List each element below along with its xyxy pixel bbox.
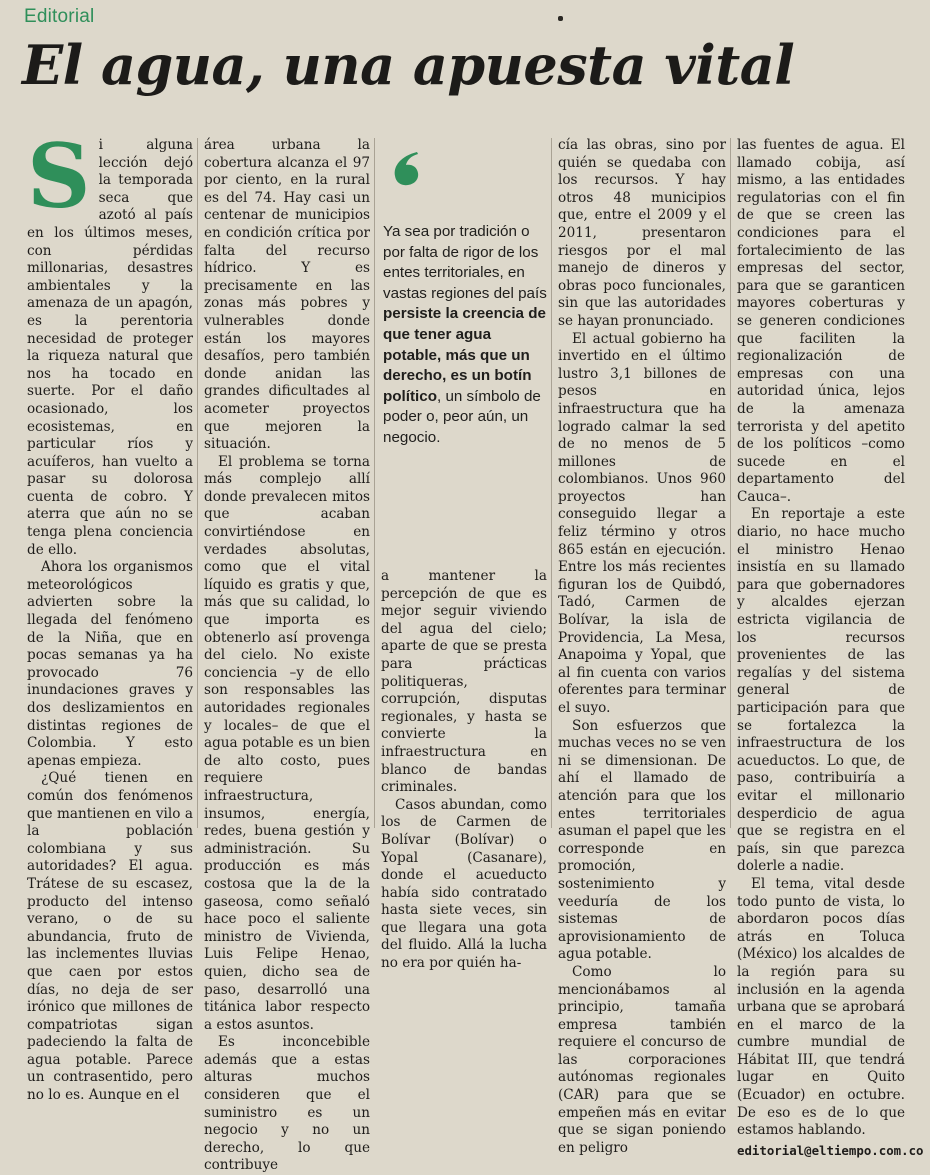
paragraph: El tema, vital desde todo punto de vista, lo abordaron pocos días atrás en Toluca (México) los alcaldes de la región para su inclusión en la agenda urbana que se aprobará en el marco de la cumbre mundial de Hábitat III, que tendrá lugar en Quito (Ecuador) en octubre. De eso es de lo que estamos hablando.	[737, 875, 905, 1139]
print-speck	[558, 16, 563, 21]
column-rule	[551, 138, 552, 828]
paragraph: las fuentes de agua. El llamado cobija, así mismo, a las entidades regulatorias con el fin de que se creen las condiciones para el fortalecimiento de las empresas del sector, para que se garanticen mayores coberturas y se generen condiciones que faciliten la regionalización de empresas con una autoridad única, lejos de la amenaza terrorista y del apetito de los políticos –como sucede en el departamento del Cauca–.	[737, 137, 905, 505]
drop-cap: S	[27, 124, 91, 228]
editorial-email: editorial@eltiempo.com.co	[737, 1142, 924, 1158]
pull-quote-part-1: Ya sea por tradición o por falta de rigor de los entes territoriales, en vastas regiones del país	[383, 223, 547, 302]
column-1	[27, 124, 193, 1105]
column-4	[558, 137, 726, 1157]
paragraph: cía las obras, sino por quién se quedaba con los recursos. Y hay otros 48 municipios que, entre el 2009 y el 2011, presentaron riesgos por el mal manejo de dineros y obras poco funcionales, sin que las autoridades se hayan pronunciado.	[558, 137, 726, 329]
pull-quote-part-2: , un símbolo de poder o, peor aún, un negocio.	[383, 387, 541, 446]
headline: El agua, una apuesta vital	[22, 33, 795, 97]
column-3	[381, 568, 547, 973]
column-rule	[730, 138, 731, 828]
paragraph: Como lo mencionábamos al principio, tamaña empresa también requiere el concurso de las corporaciones autónomas regionales (CAR) para que se empeñen más en evitar que se sigan poniendo en peligro	[558, 963, 726, 1156]
column-rule	[374, 138, 375, 828]
paragraph: área urbana la cobertura alcanza el 97 por ciento, en la rural es del 74. Hay casi un centenar de municipios en condición crítica por falta del recurso hídrico. Y es precisamente en las zonas más pobres y vulnerables donde están los mayores desafíos, pero también donde anidan las grandes dificultades al acometer proyectos que mejoren la situación.	[204, 137, 370, 453]
paragraph: En reportaje a este diario, no hace mucho el ministro Henao insistía en su llamado para que gobernadores y alcaldes ejerzan estricta vigilancia de los recursos provenientes de las regalías y del sistema general de participación para que se fortalezca la infraestructura de los acueductos. Lo que, de paso, contribuiría a evitar el millonario desperdicio de agua que se registra en el país, sin que parezca dolerle a nadie.	[737, 506, 905, 875]
column-rule	[197, 138, 198, 828]
paragraph: a mantener la percepción de que es mejor seguir viviendo del agua del cielo; aparte de que se presta para prácticas politiqueras, corrupción, disputas regionales, y hasta se convierte la infraestructura en blanco de bandas criminales.	[381, 568, 547, 796]
column-2	[204, 137, 370, 1175]
paragraph	[27, 124, 193, 559]
pull-quote	[381, 140, 547, 560]
paragraph: El actual gobierno ha invertido en el último lustro 3,1 billones de pesos en infraestructura que ha logrado calmar la sed de no menos de 5 millones de colombianos. Unos 960 proyectos han conseguido llegar a feliz término y otros 865 están en ejecución. Entre los más recientes figuran los de Quibdó, Tadó, Carmen de Bolívar, la isla de Providencia, La Mesa, Anapoima y Yopal, que al fin cuenta con varios oferentes para terminar el suyo.	[558, 330, 726, 716]
bleed-through-text	[315, 10, 320, 28]
paragraph: Ahora los organismos meteorológicos advierten sobre la llegada del fenómeno de la Niña, que en pocas semanas ya ha provocado 76 inundaciones graves y dos deslizamientos en distintas regiones de Colombia. Y esto apenas empieza.	[27, 559, 193, 769]
pull-quote-text	[383, 222, 547, 449]
paragraph: ¿Qué tienen en común dos fenómenos que mantienen en vilo a la población colombiana y sus autoridades? El agua. Trátese de su escasez, producto del intenso verano, o de su abundancia, fruto de las inclementes lluvias que caen por estos días, no deja de ser irónico que millones de compatriotas sigan padeciendo la falta de agua potable. Parece un contrasentido, pero no lo es. Aunque en el	[27, 770, 193, 1104]
pull-quote-emphasis: persiste la creencia de que tener agua potable, más que un derecho, es un botín político	[383, 305, 546, 405]
quote-mark-icon	[387, 150, 427, 190]
paragraph: Es inconcebible además que a estas alturas muchos consideren que el suministro es un negocio y no un derecho, lo que contribuye	[204, 1034, 370, 1174]
paragraph: El problema se torna más complejo allí donde prevalecen mitos que acaban convirtiéndose en verdades absolutas, como que el vital líquido es gratis y que, más que su calidad, lo que importa es obtenerlo así provenga del cielo. No existe conciencia –y de ello son responsables las autoridades regionales y locales– de que el agua potable es un bien de alto costo, pues requiere infraestructura, insumos, energía, redes, buena gestión y administración. Su producción es más costosa que la de la gaseosa, como señaló hace poco el saliente ministro de Vivienda, Luis Felipe Henao, quien, dicho sea de paso, desarrolló una titánica labor respecto a estos asuntos.	[204, 453, 370, 1033]
column-5	[737, 137, 924, 1159]
paragraph: Son esfuerzos que muchas veces no se ven ni se dimensionan. De ahí el llamado de atención para que los entes territoriales asuman el papel que les corresponde en promoción, sostenimiento y veeduría de los sistemas de aprovisionamiento de agua potable.	[558, 717, 726, 963]
section-label: Editorial	[24, 6, 95, 27]
paragraph: Casos abundan, como los de Carmen de Bolívar (Bolívar) o Yopal (Casanare), donde el acueducto había sido contratado hasta siete veces, sin que llegara una gota del fluido. Allá la lucha no era por quién ha-	[381, 796, 547, 972]
paragraph-text: i alguna lección dejó la temporada seca que azotó al país en los últimos meses, con pérdidas millonarias, desastres ambientales y la amenaza de un apagón, es la perentoria necesidad de proteger la riqueza natural que nos ha tocado en suerte. Por el daño ocasionado, los ecosistemas, en particular ríos y acuíferos, han vuelto a pasar su dolorosa cuenta de cobro. Y aterra que aún no se tenga plena conciencia de ello.	[27, 137, 193, 558]
